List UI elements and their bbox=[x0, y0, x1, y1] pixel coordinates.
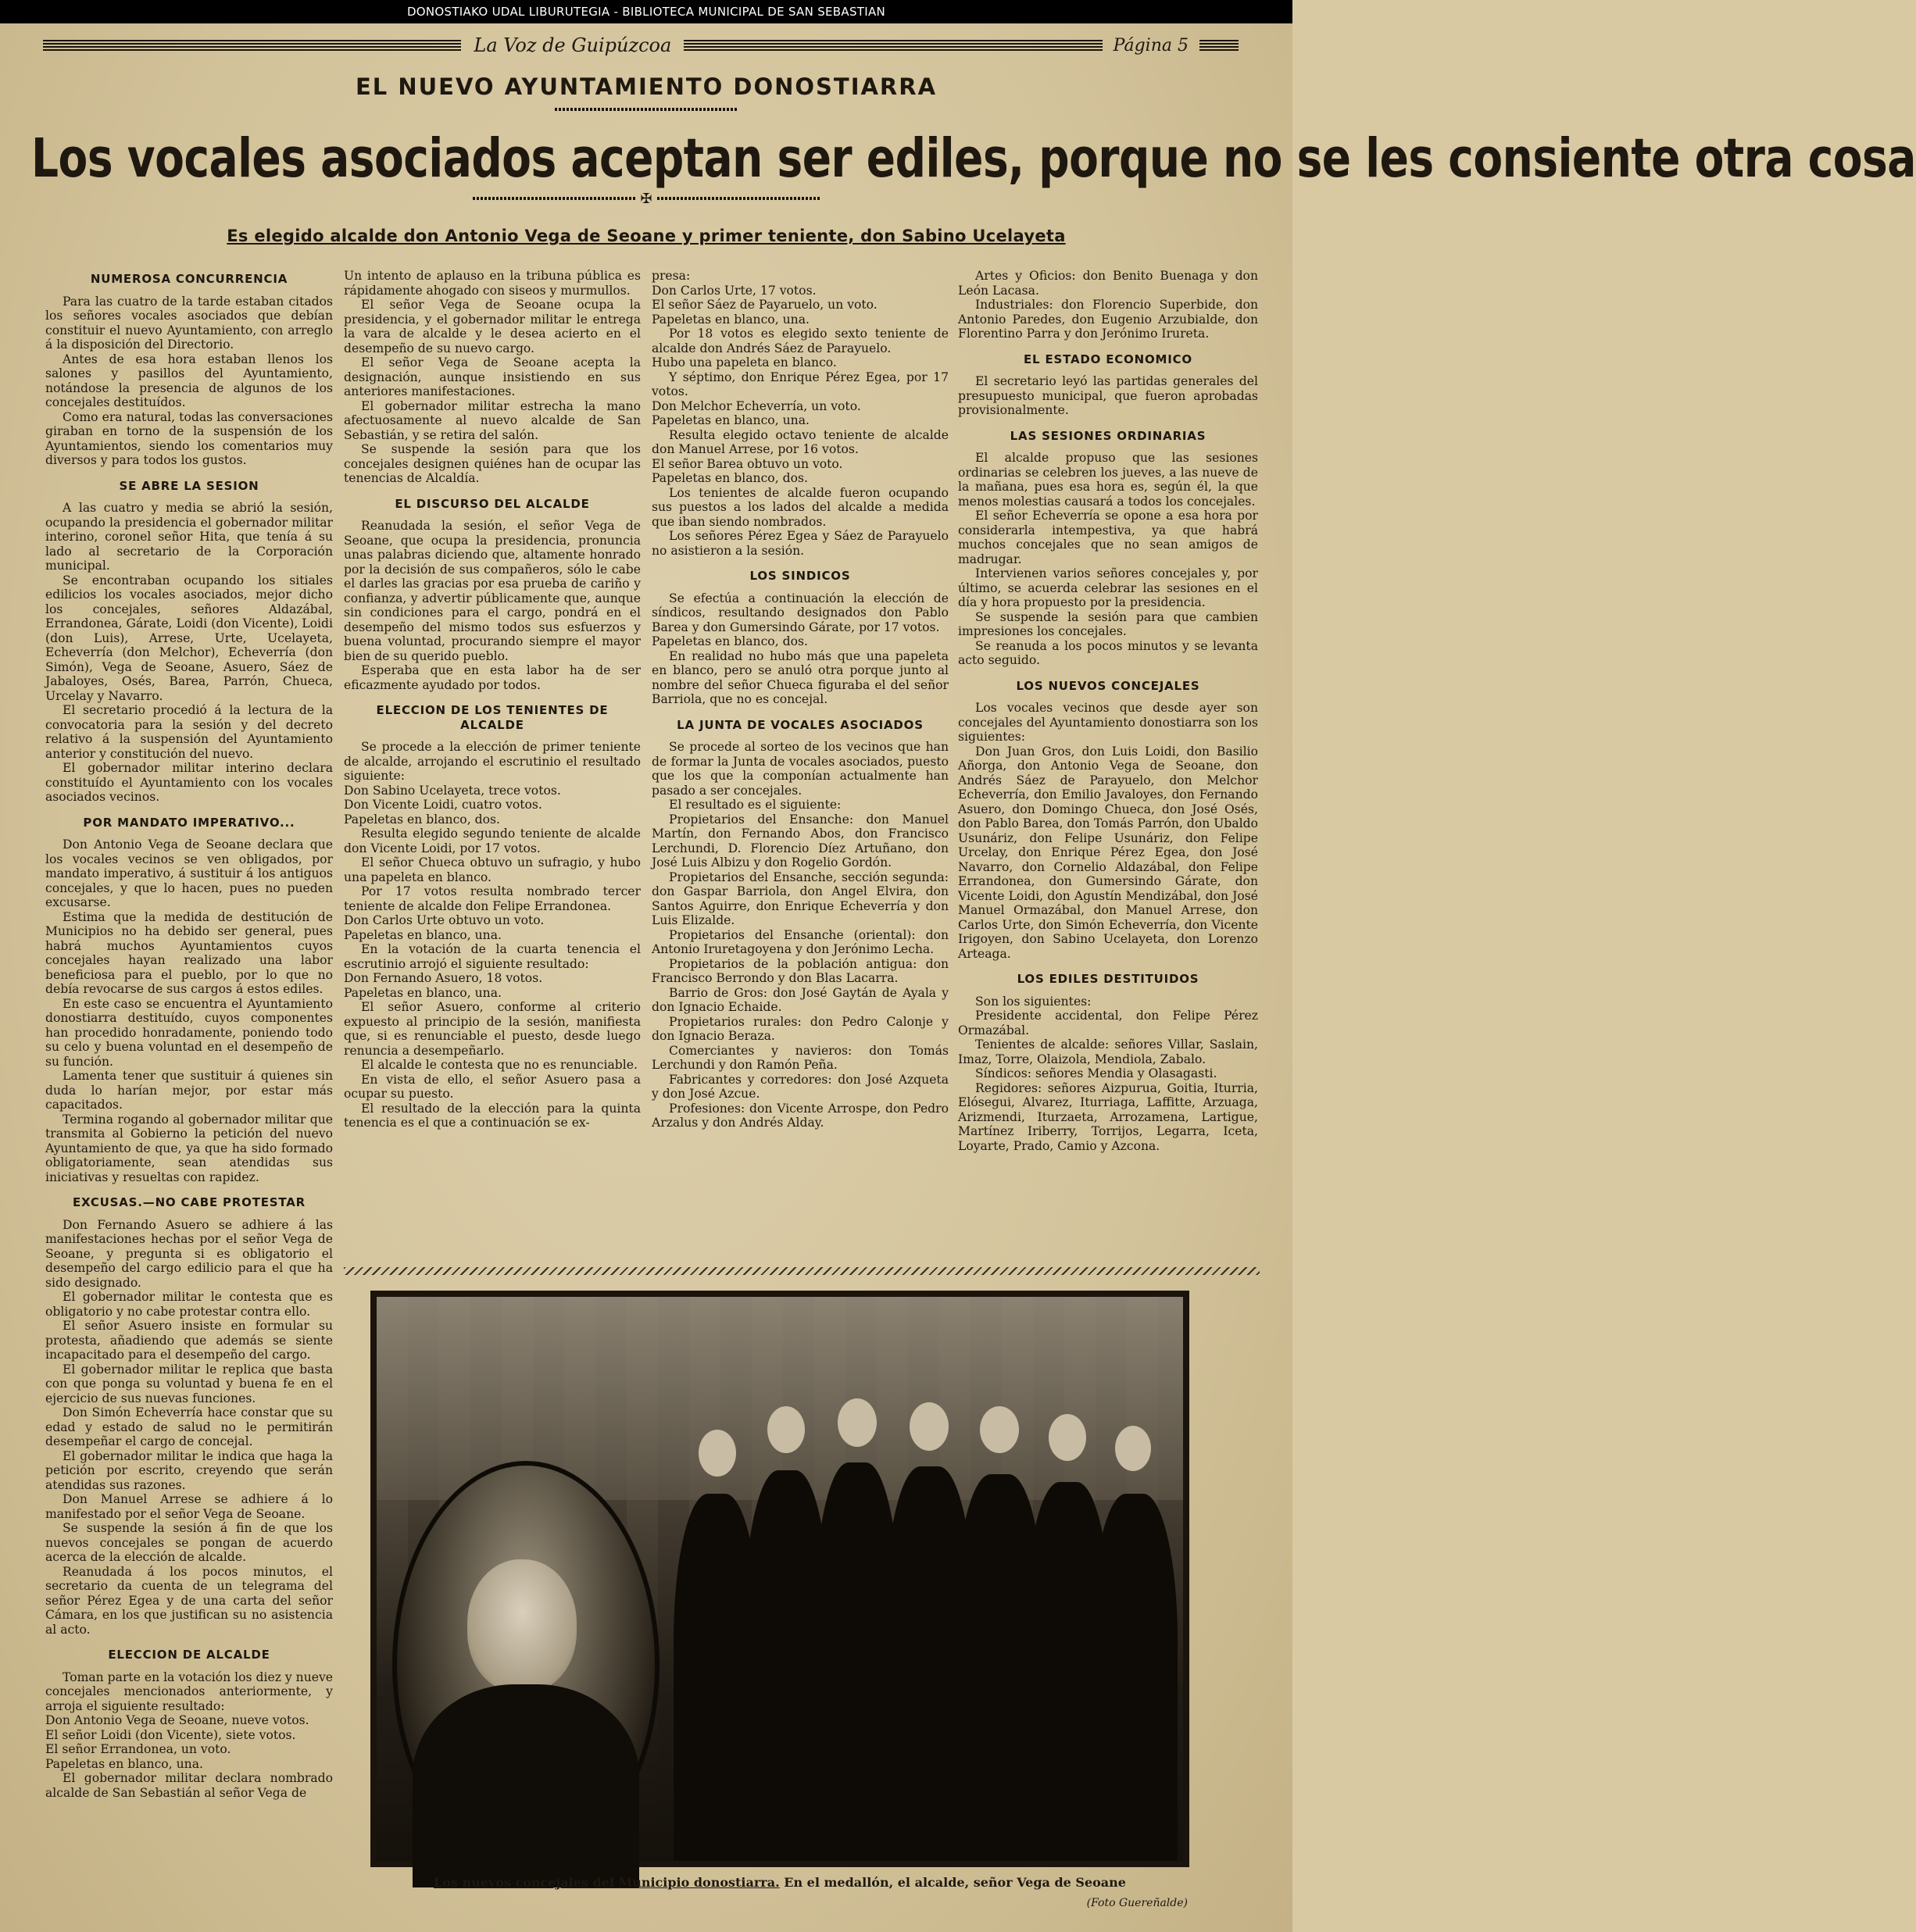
article-paragraph: Fabricantes y corredores: don José Azqueta y don José Azcue. bbox=[652, 1072, 949, 1101]
article-column-4 bbox=[958, 269, 1258, 1265]
article-paragraph: A las cuatro y media se abrió la sesión, ocupando la presidencia el gobernador militar interino, coronel señor Hita, que tenía á su lado al secretario de la Corporación municipal. bbox=[45, 501, 333, 573]
photo-image bbox=[377, 1297, 1183, 1861]
article-paragraph: Don Simón Echeverría hace constar que su edad y estado de salud no le permitirán desempeñar el cargo de concejal. bbox=[45, 1405, 333, 1448]
article-paragraph: presa: bbox=[652, 269, 691, 283]
article-paragraph: Don Sabino Ucelayeta, trece votos. bbox=[344, 783, 561, 798]
article-paragraph: Lamenta tener que sustituir á quienes sin duda lo harían mejor, por estar más capacitados. bbox=[45, 1069, 333, 1112]
article-paragraph: El señor Barea obtuvo un voto. bbox=[652, 456, 843, 471]
masthead-rule-left bbox=[43, 40, 461, 51]
headline-ornament bbox=[473, 192, 820, 205]
subheadline: Es elegido alcalde don Antonio Vega de Seoane y primer teniente, don Sabino Ucelayeta bbox=[227, 227, 1066, 245]
article-paragraph: El gobernador militar declara nombrado alcalde de San Sebastián al señor Vega de bbox=[45, 1771, 333, 1800]
article-paragraph: Papeletas en blanco, una. bbox=[652, 413, 810, 427]
article-paragraph: Industriales: don Florencio Superbide, don Antonio Paredes, don Eugenio Arzubialde, don Florentino Parra y don Jerónimo Irureta. bbox=[958, 298, 1258, 341]
caption-part-1: Los nuevos concejales del Municipio donostiarra. bbox=[434, 1875, 780, 1890]
masthead bbox=[43, 34, 1239, 56]
article-paragraph: El gobernador militar le replica que basta con que ponga su voluntad y buena fe en el ejercicio de sus nuevas funciones. bbox=[45, 1362, 333, 1405]
article-paragraph: Resulta elegido segundo teniente de alcalde don Vicente Loidi, por 17 votos. bbox=[344, 827, 641, 855]
article-paragraph: El gobernador militar estrecha la mano afectuosamente al nuevo alcalde de San Sebastián, y se retira del salón. bbox=[344, 398, 641, 442]
article-paragraph: Tenientes de alcalde: señores Villar, Saslain, Imaz, Torre, Olaizola, Mendiola, Zabalo. bbox=[958, 1037, 1258, 1066]
article-paragraph: Reanudada á los pocos minutos, el secretario da cuenta de un telegrama del señor Pérez Egea y de una carta del señor Cámara, en los que justifican su no asistencia al acto. bbox=[45, 1564, 333, 1637]
article-paragraph: Para las cuatro de la tarde estaban citados los señores vocales asociados que debían constituir el nuevo Ayuntamiento, con arreglo á la disposición del Directorio. bbox=[45, 294, 333, 352]
decorative-divider bbox=[344, 1267, 1260, 1275]
article-paragraph: El gobernador militar le contesta que es obligatorio y no cabe protestar contra ello. bbox=[45, 1290, 333, 1319]
article-paragraph: El señor Asuero, conforme al criterio expuesto al principio de la sesión, manifiesta que, si es renunciable el puesto, desde luego renuncia a desempeñarlo. bbox=[344, 1000, 641, 1058]
article-paragraph: Síndicos: señores Mendia y Olasagasti. bbox=[975, 1066, 1217, 1080]
article-paragraph: El señor Vega de Seoane ocupa la presidencia, y el gobernador militar le entrega la vara de alcalde y le desea acierto en el desempeño de su nuevo cargo. bbox=[344, 298, 641, 355]
section-heading: ELECCION DE ALCALDE bbox=[108, 1648, 270, 1662]
article-paragraph: Se procede a la elección de primer teniente de alcalde, arrojando el escrutinio el resultado siguiente: bbox=[344, 740, 641, 783]
article-paragraph: Esperaba que en esta labor ha de ser eficazmente ayudado por todos. bbox=[344, 663, 641, 692]
article-paragraph: Comerciantes y navieros: don Tomás Lerchundi y don Ramón Peña. bbox=[652, 1043, 949, 1072]
article-paragraph: Don Antonio Vega de Seoane, nueve votos. bbox=[45, 1713, 309, 1727]
article-paragraph: Los vocales vecinos que desde ayer son concejales del Ayuntamiento donostiarra son los siguientes: bbox=[958, 701, 1258, 744]
article-paragraph: Son los siguientes: bbox=[975, 994, 1092, 1009]
article-paragraph: En la votación de la cuarta tenencia el escrutinio arrojó el siguiente resultado: bbox=[344, 942, 641, 971]
group-photograph bbox=[370, 1291, 1189, 1867]
article-paragraph: Se procede al sorteo de los vecinos que han de formar la Junta de vocales asociados, puesto que los que la componían actualmente han pasado a ser concejales. bbox=[652, 740, 949, 798]
article-paragraph: El señor Echeverría se opone a esa hora por considerarla intempestiva, ya que habrá muchos concejales que no sean amigos de madrugar. bbox=[958, 509, 1258, 566]
section-title: EL NUEVO AYUNTAMIENTO DONOSTIARRA bbox=[355, 73, 938, 100]
article-paragraph: Se suspende la sesión para que los concejales designen quiénes han de ocupar las tenencias de Alcaldía. bbox=[344, 442, 641, 485]
newspaper-name: La Voz de Guipúzcoa bbox=[474, 34, 672, 56]
article-paragraph: El gobernador militar interino declara constituído el Ayuntamiento con los vocales asociados vecinos. bbox=[45, 761, 333, 804]
article-paragraph: Don Manuel Arrese se adhiere á lo manifestado por el señor Vega de Seoane. bbox=[45, 1492, 333, 1521]
archive-header-bar: DONOSTIAKO UDAL LIBURUTEGIA - BIBLIOTECA MUNICIPAL DE SAN SEBASTIAN bbox=[0, 0, 1292, 23]
article-paragraph: Artes y Oficios: don Benito Buenaga y don León Lacasa. bbox=[958, 269, 1258, 298]
article-paragraph: Toman parte en la votación los diez y nueve concejales mencionados anteriormente, y arroja el siguiente resultado: bbox=[45, 1670, 334, 1713]
article-paragraph: Don Fernando Asuero se adhiere á las manifestaciones hechas por el señor Vega de Seoane, y pregunta si es obligatorio el desempeño del cargo edilicio para el que ha sido designado. bbox=[45, 1217, 333, 1290]
article-paragraph: El resultado de la elección para la quinta tenencia es el que a continuación se ex- bbox=[344, 1101, 641, 1130]
photo-credit: (Foto Guereñalde) bbox=[1086, 1897, 1188, 1909]
section-heading: LOS NUEVOS CONCEJALES bbox=[1016, 678, 1200, 693]
article-paragraph: El señor Vega de Seoane acepta la designación, aunque insistiendo en sus anteriores manifestaciones. bbox=[344, 355, 641, 398]
article-column-3 bbox=[652, 269, 949, 1265]
article-paragraph: Y séptimo, don Enrique Pérez Egea, por 17 votos. bbox=[652, 370, 949, 398]
article-paragraph: Propietarios de la población antigua: don Francisco Berrondo y don Blas Lacarra. bbox=[652, 956, 949, 985]
masthead-rule-right bbox=[1199, 40, 1239, 51]
article-paragraph: Don Carlos Urte obtuvo un voto. bbox=[344, 913, 545, 927]
article-column-1 bbox=[45, 269, 333, 1913]
caption-part-2: En el medallón, el alcalde, señor Vega de Seoane bbox=[784, 1875, 1126, 1890]
article-paragraph: Papeletas en blanco, dos. bbox=[652, 634, 808, 648]
article-paragraph: Papeletas en blanco, dos. bbox=[652, 471, 808, 485]
article-paragraph: El resultado es el siguiente: bbox=[669, 798, 842, 812]
article-paragraph: Papeletas en blanco, una. bbox=[45, 1756, 203, 1771]
article-paragraph: El señor Chueca obtuvo un sufragio, y hubo una papeleta en blanco. bbox=[344, 855, 641, 884]
article-paragraph: Don Antonio Vega de Seoane declara que los vocales vecinos se ven obligados, por mandato imperativo, á sustituir á los antiguos concejales, y que lo hacen, pues no pueden excusarse. bbox=[45, 837, 333, 909]
article-paragraph: Se reanuda a los pocos minutos y se levanta acto seguido. bbox=[958, 638, 1258, 667]
article-paragraph: Se suspende la sesión para que cambien impresiones los concejales. bbox=[958, 609, 1258, 638]
article-paragraph: Por 18 votos es elegido sexto teniente de alcalde don Andrés Sáez de Parayuelo. bbox=[652, 327, 949, 355]
article-paragraph: Se efectúa a continuación la elección de síndicos, resultando designados don Pablo Barea y don Gumersindo Gárate, por 17 votos. bbox=[652, 591, 949, 634]
article-paragraph: El secretario procedió á la lectura de la convocatoria para la sesión y del decreto relativo á la suspensión del Ayuntamiento anterior y constitución del nuevo. bbox=[45, 703, 333, 761]
dotted-rule bbox=[555, 108, 738, 111]
article-paragraph: Don Melchor Echeverría, un voto. bbox=[652, 398, 861, 413]
article-paragraph: Un intento de aplauso en la tribuna pública es rápidamente ahogado con siseos y murmullos. bbox=[344, 269, 641, 298]
section-heading: LA JUNTA DE VOCALES ASOCIADOS bbox=[677, 717, 924, 732]
article-paragraph: Don Vicente Loidi, cuatro votos. bbox=[344, 798, 542, 812]
article-paragraph: El secretario leyó las partidas generales del presupuesto municipal, que fueron aprobadas provisionalmente. bbox=[958, 374, 1258, 417]
article-paragraph: Don Carlos Urte, 17 votos. bbox=[652, 283, 817, 298]
section-heading: LOS EDILES DESTITUIDOS bbox=[1017, 972, 1199, 986]
article-paragraph: Propietarios del Ensanche: don Manuel Martín, don Fernando Abos, don Francisco Lerchundi, D. Florencio Díez Artuñano, don José Luis Albizu y don Rogelio Gordón. bbox=[652, 812, 949, 870]
article-paragraph: Por 17 votos resulta nombrado tercer teniente de alcalde don Felipe Errandonea. bbox=[344, 884, 641, 913]
article-paragraph: El gobernador militar le indica que haga la petición por escrito, creyendo que serán atendidas sus razones. bbox=[45, 1448, 333, 1492]
article-paragraph: Don Fernando Asuero, 18 votos. bbox=[344, 971, 543, 985]
article-paragraph: Termina rogando al gobernador militar que transmita al Gobierno la petición del nuevo Ayuntamiento de que, ya que ha sido formado obligatoriamente, sean atendidas sus iniciativas y resueltas con rapidez. bbox=[45, 1112, 333, 1184]
article-column-2 bbox=[344, 269, 641, 1265]
article-paragraph: Los tenientes de alcalde fueron ocupando sus puestos a los lados del alcalde a medida que iban siendo nombrados. bbox=[652, 485, 949, 529]
section-heading: EXCUSAS.—NO CABE PROTESTAR bbox=[72, 1195, 306, 1209]
article-paragraph: Intervienen varios señores concejales y, por último, se acuerda celebrar las sesiones en el día y hora propuesto por la presidencia. bbox=[958, 566, 1258, 609]
article-paragraph: Propietarios rurales: don Pedro Calonje y don Ignacio Beraza. bbox=[652, 1014, 949, 1043]
article-paragraph: Regidores: señores Aizpurua, Goitia, Iturria, Elósegui, Alvarez, Iturriaga, Laffitte, Arzuaga, Arizmendi, Iturzaeta, Arrozamena, Lartigue, Martínez Iriberry, Torrijos, Legarra, Iceta, Loyarte, Prado, Camio y Azcona. bbox=[958, 1080, 1258, 1153]
article-paragraph: En realidad no hubo más que una papeleta en blanco, pero se anuló otra porque junto al nombre del señor Chueca figuraba el del señor Barriola, que no es concejal. bbox=[652, 648, 949, 706]
article-paragraph: El señor Sáez de Payaruelo, un voto. bbox=[652, 298, 878, 312]
section-heading: EL ESTADO ECONOMICO bbox=[1024, 352, 1192, 366]
article-paragraph: Resulta elegido octavo teniente de alcalde don Manuel Arrese, por 16 votos. bbox=[652, 427, 949, 456]
article-paragraph: Papeletas en blanco, una. bbox=[652, 312, 810, 327]
masthead-rule-middle bbox=[684, 40, 1102, 51]
article-paragraph: El alcalde le contesta que no es renunciable. bbox=[361, 1058, 638, 1072]
article-paragraph: El señor Asuero insiste en formular su protesta, añadiendo que además se siente incapacitado para el desempeño del cargo. bbox=[45, 1319, 333, 1362]
section-heading: LAS SESIONES ORDINARIAS bbox=[1010, 428, 1206, 443]
article-paragraph: Propietarios del Ensanche (oriental): don Antonio Iruretagoyena y don Jerónimo Lecha. bbox=[652, 927, 949, 956]
article-paragraph: En este caso se encuentra el Ayuntamiento donostiarra destituído, cuyos componentes han procedido honradamente, poniendo todo su celo y buena voluntad en el desempeño de su función. bbox=[45, 996, 333, 1069]
article-paragraph: Como era natural, todas las conversaciones giraban en torno de la suspensión de los Ayuntamientos, siendo los comentarios muy diversos y para todos los gustos. bbox=[45, 409, 333, 467]
article-paragraph: Los señores Pérez Egea y Sáez de Parayuelo no asistieron a la sesión. bbox=[652, 529, 949, 558]
article-paragraph: Antes de esa hora estaban llenos los salones y pasillos del Ayuntamiento, notándose la presencia de algunos de los concejales destituídos. bbox=[45, 352, 333, 409]
article-paragraph: Papeletas en blanco, una. bbox=[344, 927, 502, 942]
article-paragraph: Hubo una papeleta en blanco. bbox=[652, 355, 837, 370]
article-paragraph: El señor Errandonea, un voto. bbox=[45, 1742, 231, 1756]
headline: Los vocales asociados aceptan ser ediles, porque no se les consiente otra cosa bbox=[31, 127, 1916, 189]
article-paragraph: Papeletas en blanco, dos. bbox=[344, 812, 500, 827]
section-heading: POR MANDATO IMPERATIVO... bbox=[83, 815, 295, 830]
ornament-icon: ✠ bbox=[640, 190, 652, 207]
mayor-medallion-portrait bbox=[392, 1461, 660, 1869]
article-paragraph: Papeletas en blanco, una. bbox=[344, 985, 502, 1000]
article-paragraph: Presidente accidental, don Felipe Pérez Ormazábal. bbox=[958, 1009, 1258, 1037]
article-paragraph: Se encontraban ocupando los sitiales edilicios los vocales asociados, mejor dicho los concejales, señores Aldazábal, Errandonea, Gárate, Loidi (don Vicente), Loidi (don Luis), Arrese, Urte, Ucelayeta, Echeverría (don Melchor), Echeverría (don Simón), Vega de Seoane, Asuero, Sáez de Jabaloyes, Osés, Barea, Parrón, Chueca, Urcelay y Navarro. bbox=[45, 573, 333, 703]
article-paragraph: Don Juan Gros, don Luis Loidi, don Basilio Añorga, don Antonio Vega de Seoane, don Andrés Sáez de Parayuelo, don Melchor Echeverría, don Emilio Javaloyes, don Fernando Asuero, don Domingo Chueca, don José Osés, don Pablo Barea, don Tomás Parrón, don Ubaldo Usunáriz, don Felipe Usunáriz, don Felipe Urcelay, don Enrique Pérez Egea, don José Navarro, don Cornelio Aldazábal, don Felipe Errandonea, don Gumersindo Gárate, don Vicente Loidi, don Agustín Mendizábal, don José Manuel Ormazábal, don Manuel Arrese, don Carlos Urte, don Simón Echeverría, don Vicente Irigoyen, don Sabino Ucelayeta, don Lorenzo Arteaga. bbox=[958, 744, 1258, 961]
section-heading: ELECCION DE LOS TENIENTES DE ALCALDE bbox=[376, 703, 609, 732]
article-paragraph: Propietarios del Ensanche, sección segunda: don Gaspar Barriola, don Angel Elvira, don Santos Aguirre, don Enrique Echeverría y don Luis Elizalde. bbox=[652, 870, 949, 927]
article-paragraph: Estima que la medida de destitución de Municipios no ha debido ser general, pues habrá muchos Ayuntamientos cuyos concejales hayan realizado una labor beneficiosa para el pueblo, por lo que no debía revocarse de sus cargos á estos ediles. bbox=[45, 909, 333, 996]
section-heading: EL DISCURSO DEL ALCALDE bbox=[395, 496, 590, 511]
article-paragraph: Barrio de Gros: don José Gaytán de Ayala y don Ignacio Echaide. bbox=[652, 985, 949, 1014]
article-paragraph: En vista de ello, el señor Asuero pasa a ocupar su puesto. bbox=[344, 1072, 641, 1101]
section-heading: NUMEROSA CONCURRENCIA bbox=[90, 272, 288, 286]
page-number: Página 5 bbox=[1113, 35, 1189, 55]
article-paragraph: El alcalde propuso que las sesiones ordinarias se celebren los jueves, a las nueve de la mañana, pues esa hora es, según él, la que menos molestias causará a todos los concejales. bbox=[958, 451, 1258, 509]
article-paragraph: Se suspende la sesión á fin de que los nuevos concejales se pongan de acuerdo acerca de la elección de alcalde. bbox=[45, 1521, 333, 1564]
article-paragraph: El señor Loidi (don Vicente), siete votos. bbox=[45, 1727, 296, 1742]
article-paragraph: Reanudada la sesión, el señor Vega de Seoane, que ocupa la presidencia, pronuncia unas palabras diciendo que, altamente honrado por la decisión de sus compañeros, sólo le cabe el darles las gracias por esa prueba de cariño y confianza, y advertir públicamente que, aunque sin condiciones para el cargo, pondrá en el desempeño del mismo todos sus esfuerzos y buena voluntad, procurando siempre el mayor bien de su querido pueblo. bbox=[344, 519, 641, 663]
section-heading: SE ABRE LA SESION bbox=[119, 478, 259, 493]
article-paragraph: Profesiones: don Vicente Arrospe, don Pedro Arzalus y don Andrés Alday. bbox=[652, 1101, 949, 1130]
section-heading: LOS SINDICOS bbox=[749, 569, 851, 583]
photo-caption bbox=[370, 1875, 1189, 1890]
